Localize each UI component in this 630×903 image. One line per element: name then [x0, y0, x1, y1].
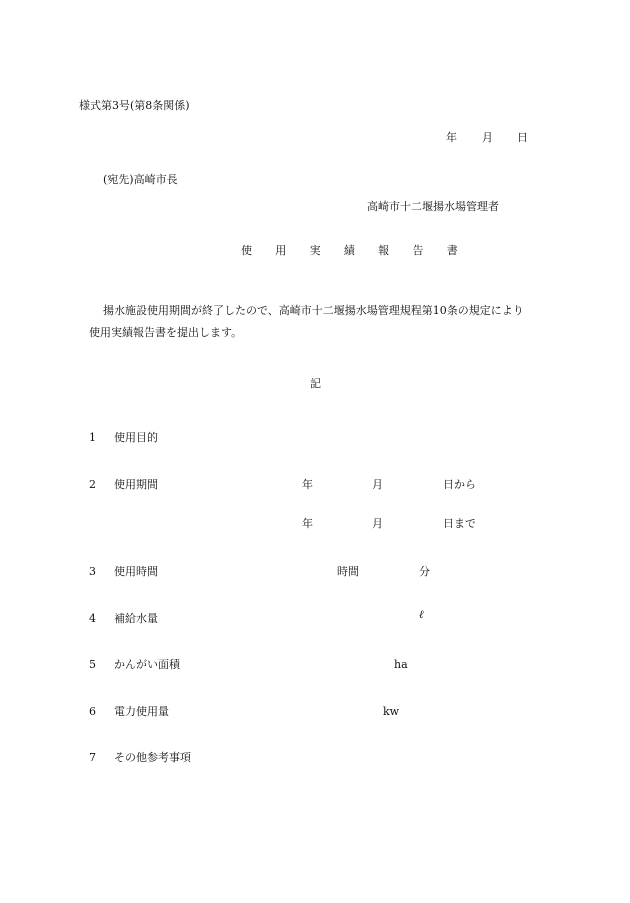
time-hours-label: 時間 [337, 565, 359, 578]
item-label-other-notes: その他参考事項 [114, 751, 191, 764]
item-number: 7 [89, 751, 96, 764]
ki-heading: 記 [310, 377, 321, 390]
item-label-water-volume: 補給水量 [114, 612, 158, 625]
sender: 高崎市十二堰揚水場管理者 [367, 200, 499, 213]
document-title: 使 用 実 績 報 告 書 [241, 244, 468, 257]
period-from-month: 月 [372, 478, 383, 491]
item-number: 5 [89, 658, 96, 671]
item-number: 4 [89, 612, 96, 625]
date-day-label: 日 [517, 131, 528, 144]
item-label-power-usage: 電力使用量 [114, 705, 169, 718]
item-number: 6 [89, 705, 96, 718]
period-to-year: 年 [302, 517, 313, 530]
item-number: 2 [89, 478, 96, 491]
period-to-day: 日まで [443, 517, 476, 530]
area-unit-ha: ha [394, 658, 408, 671]
period-from-year: 年 [302, 478, 313, 491]
period-from-day: 日から [443, 478, 476, 491]
time-minutes-label: 分 [419, 565, 430, 578]
date-year-label: 年 [446, 131, 457, 144]
item-label-irrigation-area: かんがい面積 [114, 658, 180, 671]
water-unit-liter: ℓ [419, 608, 424, 621]
item-number: 3 [89, 565, 96, 578]
body-line-2: 使用実績報告書を提出します。 [89, 326, 243, 339]
item-label-purpose: 使用目的 [114, 431, 158, 444]
item-label-period: 使用期間 [114, 478, 158, 491]
addressee: (宛先)高崎市長 [103, 173, 178, 186]
body-line-1: 揚水施設使用期間が終了したので、高崎市十二堰揚水場管理規程第10条の規定により [103, 304, 524, 317]
item-number: 1 [89, 431, 96, 444]
form-number: 様式第3号(第8条関係) [79, 99, 190, 112]
period-to-month: 月 [372, 517, 383, 530]
power-unit-kw: kw [383, 705, 400, 718]
item-label-time: 使用時間 [114, 565, 158, 578]
date-month-label: 月 [482, 131, 493, 144]
